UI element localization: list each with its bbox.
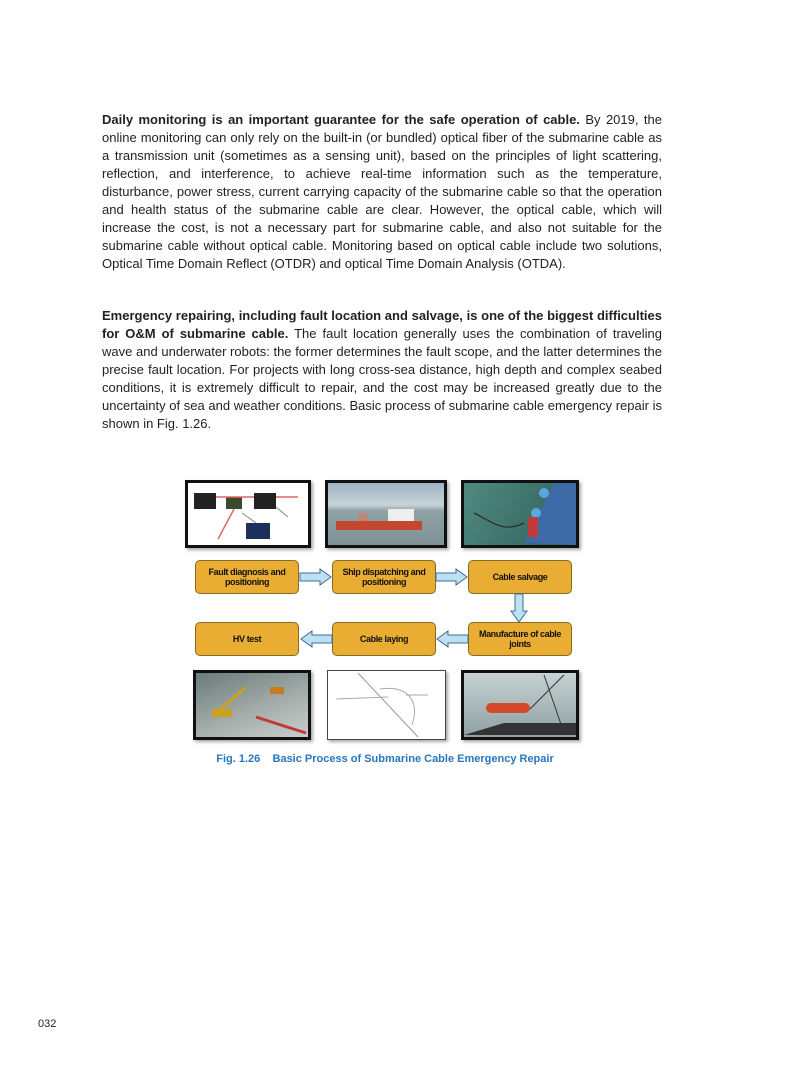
page-number: 032: [38, 1018, 57, 1030]
photo-ship: [325, 480, 447, 548]
photo-cable-laying-shore: [193, 670, 311, 740]
arrow-down-icon: [510, 593, 528, 623]
step-cable-laying: Cable laying: [332, 622, 436, 656]
arrow-left-icon: [435, 630, 469, 648]
paragraph-body: The fault location generally uses the combination of traveling wave and underwater robots: the former determines the fault scope, and the latter determines the precise fault location. For projects with long cross-sea distance, high depth and complex seabed conditions, it is extremely difficult to repair, and the cost may be increased greatly due to the uncertainty of sea and weather conditions. Basic process of submarine cable emergency repair is shown in Fig. 1.26.: [102, 326, 662, 431]
step-cable-salvage: Cable salvage: [468, 560, 572, 594]
paragraph-body: By 2019, the online monitoring can only rely on the built-in (or bundled) optical fiber of the submarine cable as a transmission unit (sometimes as a sensing unit), based on the principles of light scattering, reflection, and interference, to achieve real-time information such as the temperature, disturbance, power stress, current carrying capacity of the submarine cable so that the operation and health status of the submarine cable are clear. However, the optical cable, which will increase the cost, is not a necessary part for submarine cable, and also not suitable for the submarine cable without optical cable. Monitoring based on optical cable include two solutions, Optical Time Domain Reflect (OTDR) and optical Time Domain Analysis (OTDA).: [102, 112, 662, 271]
arrow-right-icon: [299, 568, 333, 586]
photo-fault-diagnosis-equipment: [185, 480, 311, 548]
step-ship-dispatching: Ship dispatching and positioning: [332, 560, 436, 594]
paragraph-monitoring: [102, 111, 662, 273]
paragraph-lead: Emergency repairing, including fault location and salvage, is one of the biggest difficulties for O&M of submarine cable.: [102, 308, 662, 341]
step-fault-diagnosis: Fault diagnosis and positioning: [195, 560, 299, 594]
photo-cable-salvage: [461, 480, 579, 548]
diagram-cable-route: [327, 670, 446, 740]
paragraph-lead: Daily monitoring is an important guarantee for the safe operation of cable.: [102, 112, 580, 127]
photo-underwater-robot: [461, 670, 579, 740]
arrow-left-icon: [299, 630, 333, 648]
arrow-right-icon: [435, 568, 469, 586]
step-manufacture-joints: Manufacture of cable joints: [468, 622, 572, 656]
paragraph-emergency-repair: [102, 307, 662, 433]
step-hv-test: HV test: [195, 622, 299, 656]
figure-caption: Fig. 1.26 Basic Process of Submarine Cable Emergency Repair: [216, 753, 554, 765]
